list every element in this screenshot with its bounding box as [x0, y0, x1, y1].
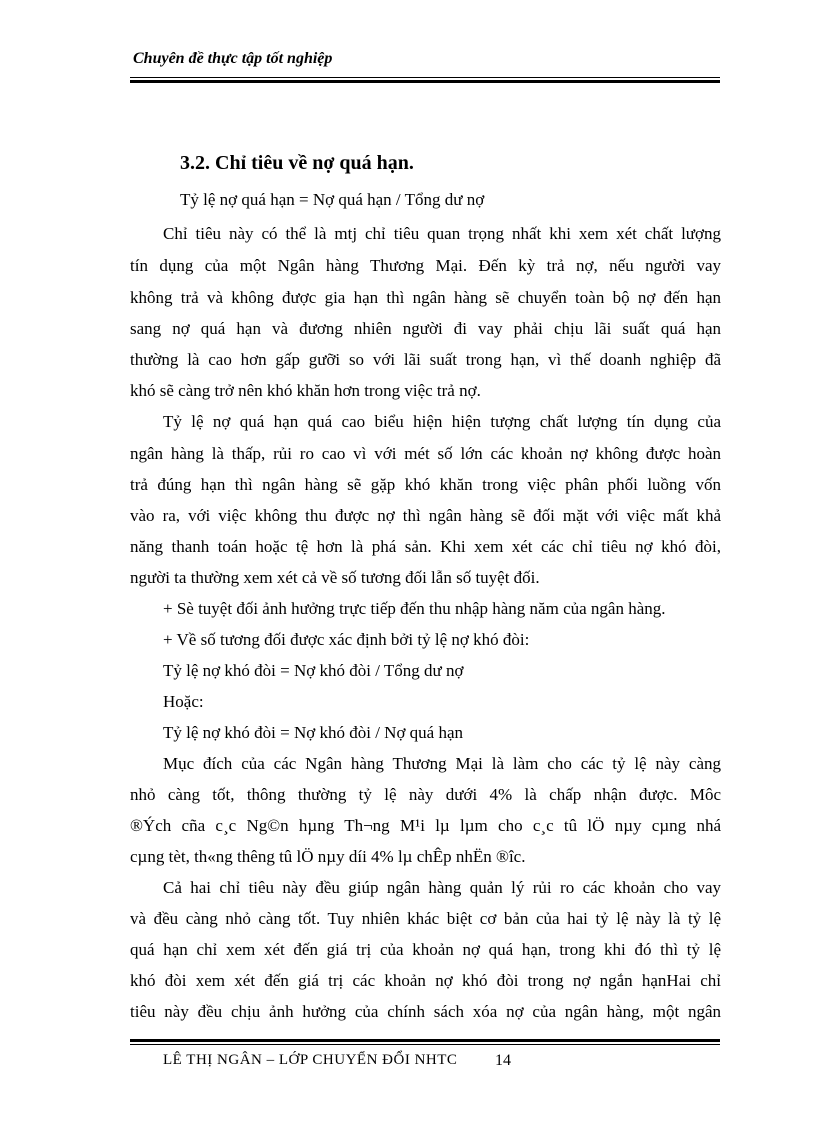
paragraph-line: khó đòi xem xét đến giá trị các khoản nợ khó đòi trong nợ ngắn hạnHai chỉ [130, 971, 721, 990]
paragraph-line: + Về số tương đối được xác định bởi tỷ lệ nợ khó đòi: [163, 630, 530, 649]
paragraph-line: ngân hàng là thấp, rủi ro cao vì với mét số lớn các khoản nợ không được hoàn [130, 444, 721, 463]
paragraph-line: ®Ých cña c¸c Ng©n hµng Th¬ng M¹i lµ lµm cho c¸c tû lÖ nµy cµng nhá [130, 816, 721, 835]
header-rule-thin [130, 77, 720, 78]
paragraph-line: và đều càng nhỏ càng tốt. Tuy nhiên khác biệt cơ bản của hai tỷ lệ này là tỷ lệ [130, 909, 721, 928]
paragraph-line: vào ra, với việc không thu được nợ thì ngân hàng sẽ đối mặt với việc mất khả [130, 506, 721, 525]
footer-rule-thin [130, 1044, 720, 1045]
paragraph-line: Hoặc: [163, 692, 204, 711]
header-rule-thick [130, 80, 720, 83]
paragraph-line: Chỉ tiêu này có thể là mtj chỉ tiêu quan trọng nhất khi xem xét chất lượng [163, 224, 721, 243]
paragraph-line: cµng tèt, th«ng thêng tû lÖ nµy díi 4% lµ chÊp nhËn ®îc. [130, 847, 526, 866]
paragraph-line: thường là cao hơn gấp gưỡi so với lãi suất trong hạn, vì thế doanh nghiệp đã [130, 350, 721, 369]
paragraph-line: không trả và không được gia hạn thì ngân hàng sẽ chuyển toàn bộ nợ đến hạn [130, 288, 721, 307]
paragraph-line: sang nợ quá hạn và đương nhiên người đi vay phải chịu lãi suất quá hạn [130, 319, 721, 338]
section-title: 3.2. Chỉ tiêu về nợ quá hạn. [180, 152, 414, 174]
paragraph-line: tín dụng của một Ngân hàng Thương Mại. Đến kỳ trả nợ, nếu người vay [130, 256, 721, 275]
paragraph-line: nhỏ càng tốt, thông thường tỷ lệ này dưới 4% là chấp nhận được. Môc [130, 785, 721, 804]
footer-author: LÊ THỊ NGÂN – LỚP CHUYỂN ĐỔI NHTC [163, 1052, 458, 1068]
paragraph-line: tiêu này đều chịu ảnh hưởng của chính sách xóa nợ của ngân hàng, một ngân [130, 1002, 721, 1021]
paragraph-line: + Sè tuyệt đối ảnh hưởng trực tiếp đến thu nhập hàng năm của ngân hàng. [163, 599, 666, 618]
formula-line: Tỷ lệ nợ khó đòi = Nợ khó đòi / Tổng dư nợ [163, 661, 464, 680]
paragraph-line: Tỷ lệ nợ quá hạn quá cao biểu hiện hiện tượng chất lượng tín dụng của [163, 412, 721, 431]
page-number: 14 [495, 1052, 511, 1069]
paragraph-line: Mục đích của các Ngân hàng Thương Mại là làm cho các tỷ lệ này càng [163, 754, 721, 773]
formula-line: Tỷ lệ nợ quá hạn = Nợ quá hạn / Tổng dư nợ [180, 190, 485, 209]
paragraph-line: Cả hai chỉ tiêu này đều giúp ngân hàng quản lý rủi ro các khoản cho vay [163, 878, 721, 897]
paragraph-line: năng thanh toán hoặc tệ hơn là phá sản. Khi xem xét các chỉ tiêu nợ khó đòi, [130, 537, 721, 556]
paragraph-line: trả đúng hạn thì ngân hàng sẽ gặp khó khăn trong việc phân phối luồng vốn [130, 475, 721, 494]
paragraph-line: khó sẽ càng trở nên khó khăn hơn trong việc trả nợ. [130, 381, 481, 400]
footer-rule-thick [130, 1039, 720, 1042]
page-header: Chuyên đề thực tập tốt nghiệp [133, 50, 333, 67]
paragraph-line: quá hạn chỉ xem xét đến giá trị của khoản nợ quá hạn, trong khi đó thì tỷ lệ [130, 940, 721, 959]
formula-line: Tỷ lệ nợ khó đòi = Nợ khó đòi / Nợ quá hạn [163, 723, 464, 742]
paragraph-line: người ta thường xem xét cả về số tương đối lẫn số tuyệt đối. [130, 568, 540, 587]
